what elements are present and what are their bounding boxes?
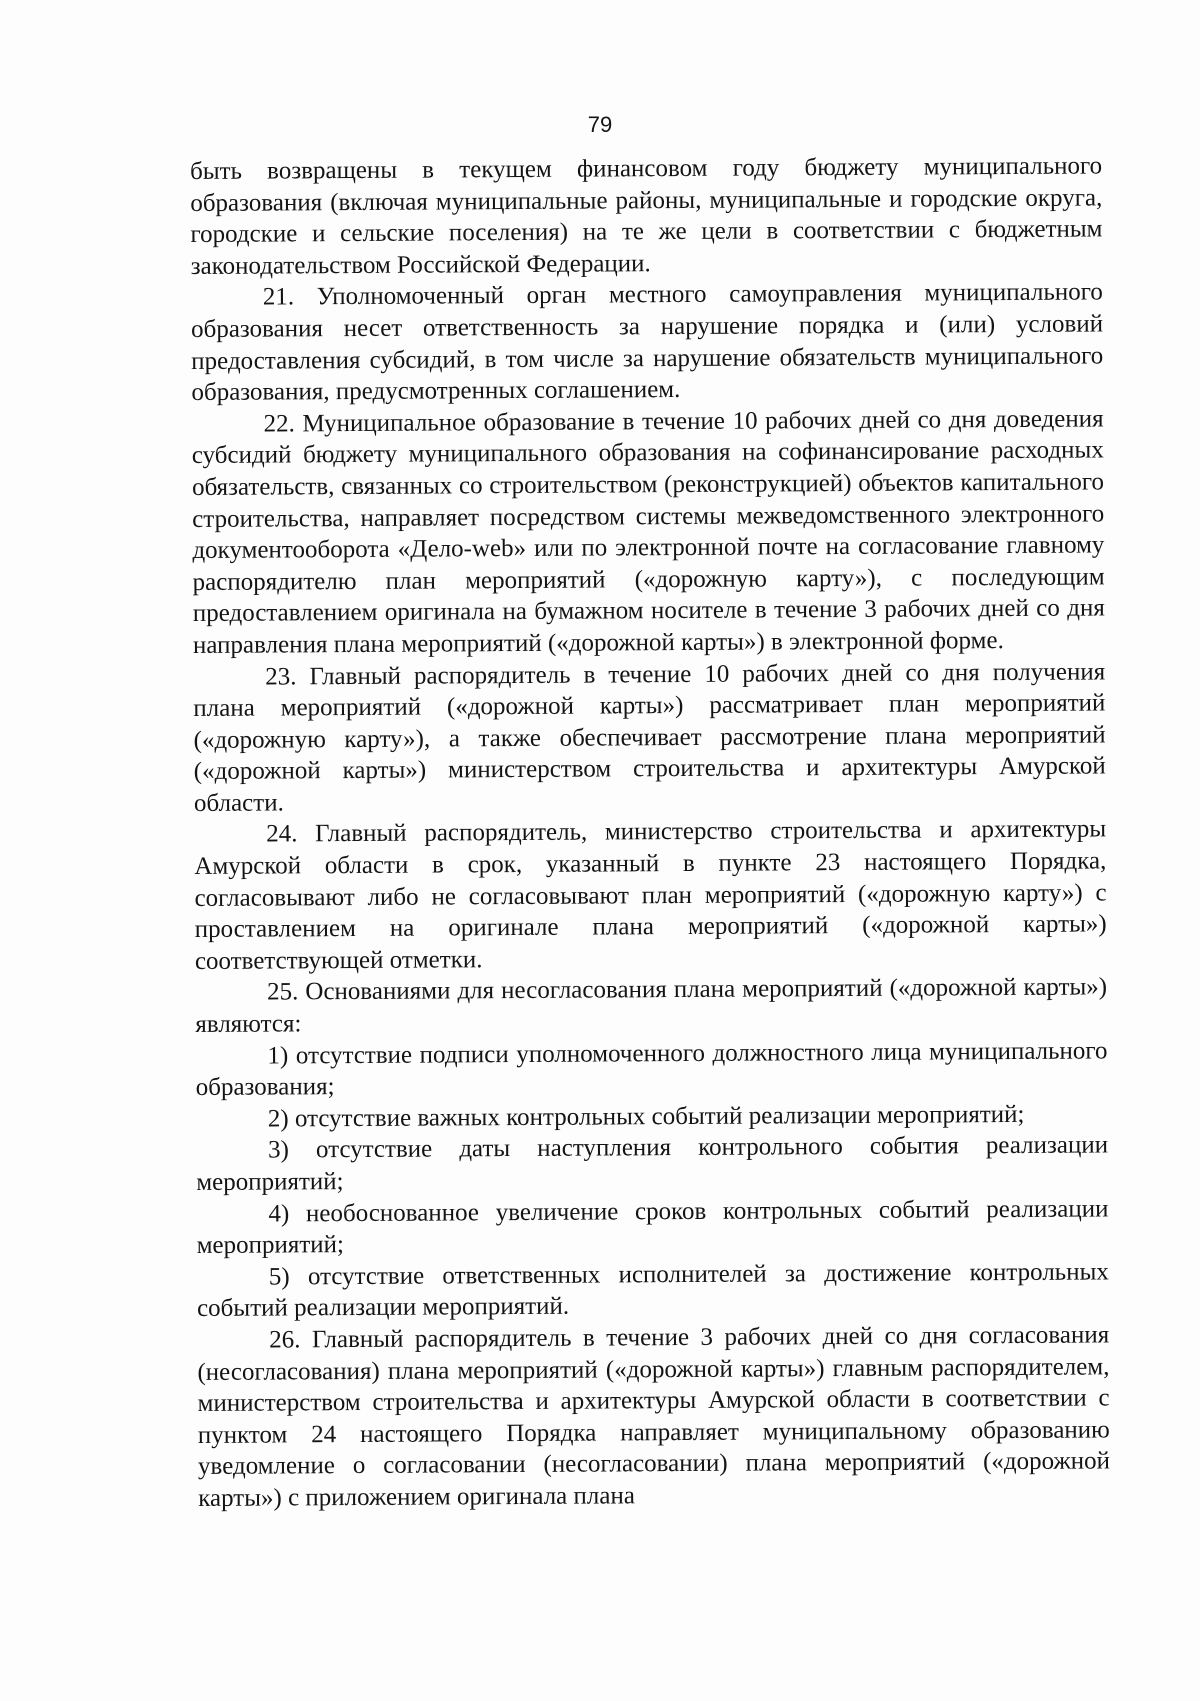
paragraph-item-25: 25. Основаниями для несогласования плана мероприятий («дорожной карты») являются:	[195, 973, 1108, 1039]
page-number: 79	[587, 112, 613, 137]
paragraph-item-22: 22. Муниципальное образование в течение 10 рабочих дней со дня доведения субсидий бюджету муниципального образования на софинансирование расходных обязательств, связанных со строительством (реконструкцией) объектов капитального строительства, направляет посредством системы межведомственного электронного документооборота «Дело-web» или по электронной почте на согласование главному распорядителю план мероприятий («дорожную карту»), с последующим предоставлением оригинала на бумажном носителе в течение 3 рабочих дней со дня направления плана мероприятий («дорожной карты») в электронной форме.	[191, 405, 1105, 659]
document-body	[190, 150, 1110, 1514]
paragraph-item-23: 23. Главный распорядитель в течение 10 рабочих дней со дня получения плана мероприятий («дорожной карты») рассматривает план мероприятий («дорожную карту»), а также обеспечивает рассмотрение плана мероприятий («дорожной карты») министерством строительства и архитектуры Амурской области.	[193, 657, 1106, 817]
list-item-3: 3) отсутствие даты наступления контрольного события реализации мероприятий;	[196, 1131, 1109, 1196]
list-item-4: 4) необоснованное увеличение сроков контрольных событий реализации мероприятий;	[196, 1195, 1109, 1260]
paragraph-continuation: быть возвращены в текущем финансовом году бюджету муниципального образования (включая муниципальные районы, муниципальные и городские округа, городские и сельские поселения) на те же цели в соответствии с бюджетным законодательством Российской Федерации.	[190, 152, 1103, 280]
list-item-2: 2) отсутствие важных контрольных событий реализации мероприятий;	[267, 1100, 1025, 1133]
list-item-5: 5) отсутствие ответственных исполнителей за достижение контрольных событий реализации мероприятий.	[196, 1258, 1109, 1323]
list-item-1: 1) отсутствие подписи уполномоченного должностного лица муниципального образования;	[195, 1037, 1108, 1102]
paragraph-item-26: 26. Главный распорядитель в течение 3 рабочих дней со дня согласования (несогласования) плана мероприятий («дорожной карты») главным распорядителем, министерством строительства и архитектуры Амурской области в соответствии с пунктом 24 настоящего Порядка направляет муниципальному образованию уведомление о согласовании (несогласовании) плана мероприятий («дорожной карты») с приложением оригинала плана	[197, 1321, 1111, 1512]
paragraph-item-21: 21. Уполномоченный орган местного самоуправления муниципального образования несет ответственность за нарушение порядка и (или) условий предоставления субсидий, в том числе за нарушение обязательств муниципального образования, предусмотренных соглашением.	[190, 278, 1104, 407]
paragraph-item-24: 24. Главный распорядитель, министерство строительства и архитектуры Амурской области в срок, указанный в пункте 23 настоящего Порядка, согласовывают либо не согласовывают план мероприятий («дорожную карту») с проставлением на оригинале плана мероприятий («дорожной карты») соответствующей отметки.	[194, 815, 1107, 975]
